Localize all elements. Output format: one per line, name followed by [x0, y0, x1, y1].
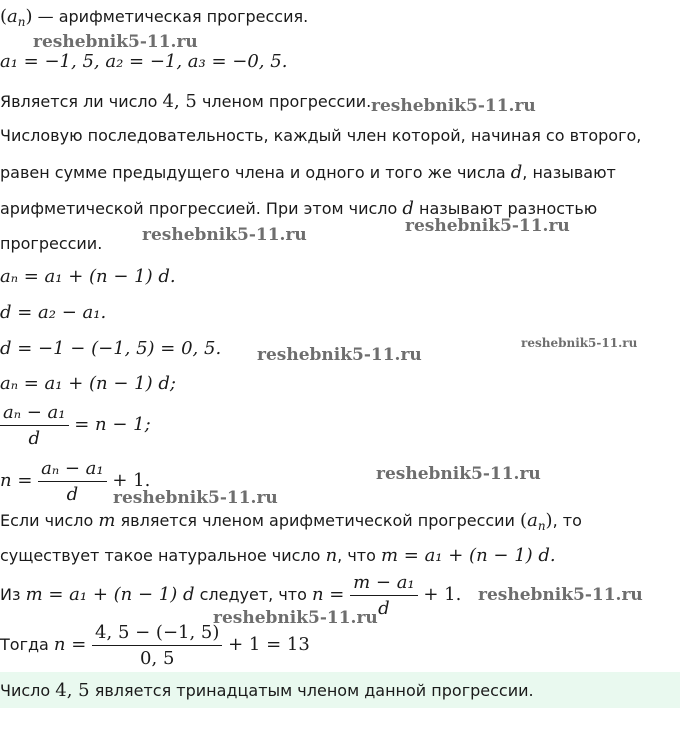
watermark: reshebnik5-11.ru	[405, 216, 570, 236]
given-terms: a₁ = −1, 5, a₂ = −1, a₃ = −0, 5.	[0, 51, 288, 72]
formula-difference: d = a₂ − a₁.	[0, 302, 107, 323]
watermark: reshebnik5-11.ru	[521, 336, 638, 350]
membership-line-2: существует такое натуральное число n, что m = a₁ + (n − 1) d.	[0, 545, 556, 566]
definition-line-3: арифметической прогрессией. При этом число d называют разностью	[0, 198, 598, 219]
formula-n: n = $\frac{\text{aₙ − a₁}}{d}$ + 1.	[0, 458, 151, 505]
definition-line-4: прогрессии.	[0, 234, 103, 253]
watermark: reshebnik5-11.ru	[376, 464, 541, 484]
watermark: reshebnik5-11.ru	[371, 96, 536, 116]
watermark: reshebnik5-11.ru	[213, 608, 378, 628]
watermark: reshebnik5-11.ru	[142, 225, 307, 245]
ratio-fraction: $\frac{\text{aₙ − a₁}}{d}$	[0, 402, 69, 449]
watermark: reshebnik5-11.ru	[33, 32, 198, 52]
calculation-fraction: $\frac{4, 5 - (-1, 5)}{0, 5}$	[92, 622, 222, 669]
derivation-line: Из m = a₁ + (n − 1) d следует, что n = $\frac{\text{m − a₁}}{d}$ + 1.	[0, 572, 462, 619]
calculation-line: Тогда n = $\frac{4, 5 - (-1, 5)}{0, 5}$ + 1 = 13	[0, 622, 310, 669]
formula-nth-term: aₙ = a₁ + (n − 1) d.	[0, 266, 176, 287]
watermark: reshebnik5-11.ru	[257, 345, 422, 365]
answer-text: Число 4, 5 является тринадцатым членом данной прогрессии.	[0, 680, 534, 701]
formula-nth-term-2: aₙ = a₁ + (n − 1) d;	[0, 373, 176, 394]
definition-line-2: равен сумме предыдущего члена и одного и того же числа d, называют	[0, 162, 616, 183]
intro-line	[0, 6, 308, 29]
derivation-fraction: $\frac{\text{m − a₁}}{d}$	[350, 572, 418, 619]
question-line: Является ли число 4, 5 членом прогрессии.	[0, 91, 372, 112]
sequence-notation: $(a_n)$	[0, 6, 33, 29]
definition-line-1: Числовую последовательность, каждый член которой, начиная со второго,	[0, 126, 642, 145]
membership-line-1: Если число m является членом арифметической прогрессии $(a_n)$, то	[0, 510, 582, 533]
difference-value: d = −1 − (−1, 5) = 0, 5.	[0, 338, 222, 359]
n-fraction: $\frac{\text{aₙ − a₁}}{d}$	[38, 458, 107, 505]
formula-ratio: $\frac{\text{aₙ − a₁}}{d}$ = n − 1;	[0, 402, 151, 449]
watermark: reshebnik5-11.ru	[478, 585, 643, 605]
watermark: reshebnik5-11.ru	[113, 488, 278, 508]
intro-text: — арифметическая прогрессия.	[37, 7, 309, 26]
